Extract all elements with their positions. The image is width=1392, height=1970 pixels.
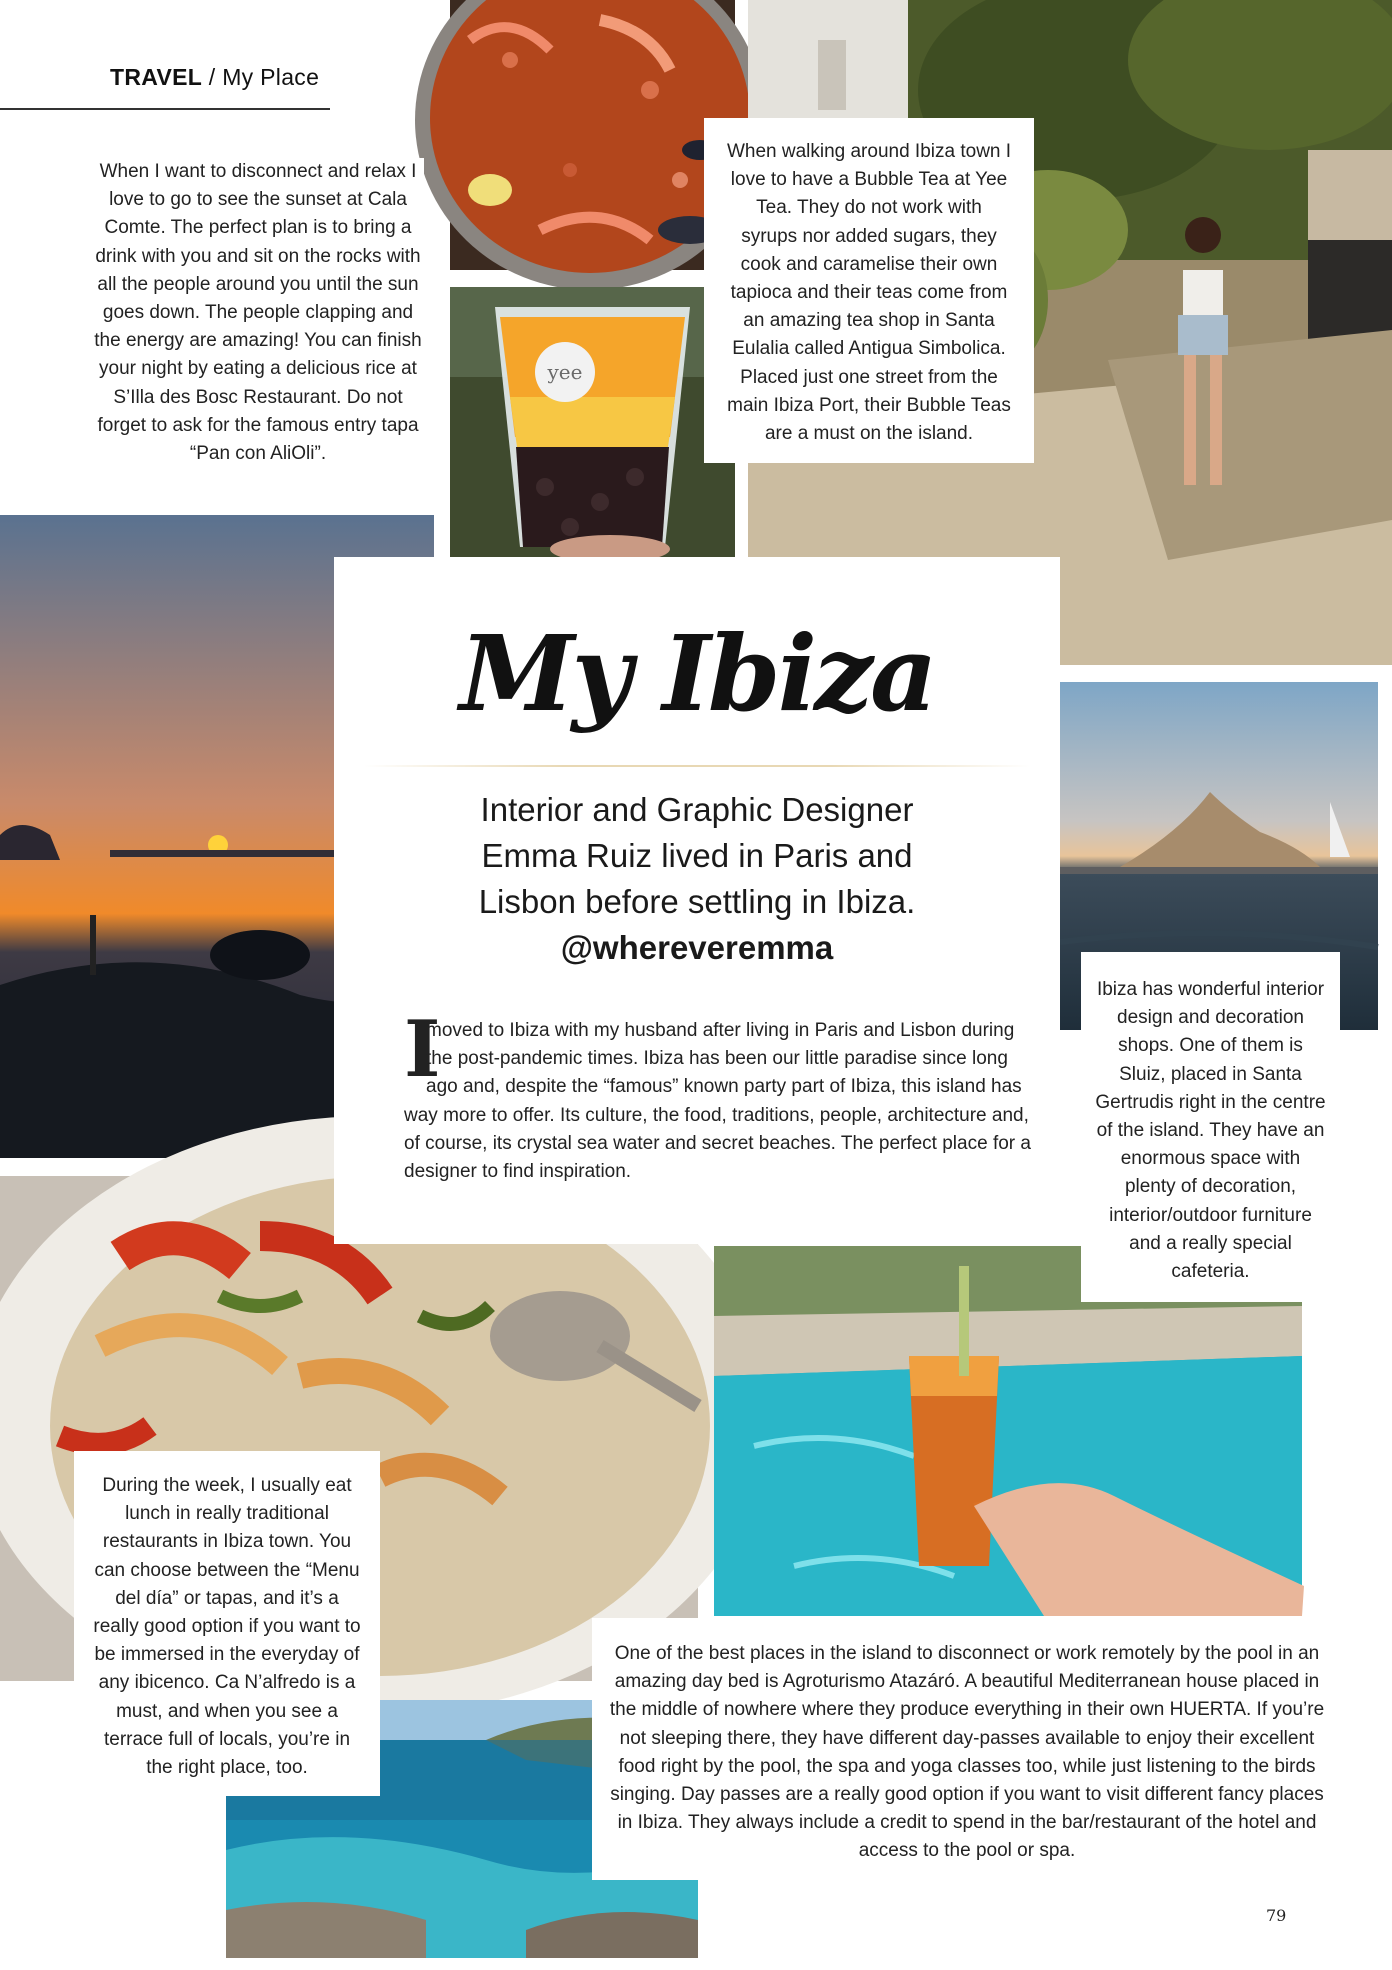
- bubble-tea-text: When walking around Ibiza town I love to have a Bubble Tea at Yee Tea. They do not work with syrups nor added sugars, they cook and caramelise their own tapioca and their teas come from an amazing tea shop in Santa Eulalia called Antigua Simbolica. Placed just one street from the main Ibiza Port, their Bubble Teas are a must on the island.: [726, 141, 1012, 445]
- intro-line-3: Lisbon before settling in Ibiza.: [478, 883, 916, 920]
- main-body-text: moved to Ibiza with my husband after living in Paris and Lisbon during the post-pandemic times. Ibiza has been our little paradise since long ago and, despite the “famous” known party part of Ibiza, this island has way more to offer. Its culture, the food, traditions, people, architecture and, of course, its crystal sea water and secret beaches. The perfect place for a designer to find inspiration.: [404, 1020, 1031, 1183]
- intro-block: [334, 787, 1060, 971]
- main-article-text: [404, 1004, 1036, 1186]
- page-number: 79: [1266, 1906, 1287, 1925]
- paella-photo: [450, 0, 735, 270]
- atazaro-text: One of the best places in the island to disconnect or work remotely by the pool in an amazing day bed is Agroturismo Atazáró. A beautiful Mediterranean house placed in the middle of nowhere where they produce everything in their own HUERTA. If you’re not sleeping there, they have different day-passes available to enjoy their excellent food right by the pool, the spa and yoga classes too, while just listening to the birds singing. Day passes are a really good option if you want to visit different fancy places in Ibiza. They always include a credit to spend in the bar/restaurant of the hotel and access to the pool or spa.: [609, 1643, 1325, 1862]
- sluiz-text: Ibiza has wonderful interior design and decoration shops. One of them is Sluiz, placed in Santa Gertrudis right in the centre of the island. They have an enormous space with plenty of decoration, interior/outdoor furniture and a really special cafeteria.: [1095, 979, 1326, 1283]
- section-separator: /: [208, 64, 216, 90]
- lunch-text: During the week, I usually eat lunch in really traditional restaurants in Ibiza town. You can choose between the “Menu del día” or tapas, and it’s a really good option if you want to be immersed in the everyday of any ibicenco. Ca N’alfredo is a must, and when you see a terrace full of locals, you’re in the right place, too.: [93, 1475, 361, 1779]
- drop-cap: I: [404, 1004, 441, 1095]
- section-label: TRAVEL: [110, 64, 203, 90]
- instagram-handle: @whereveremma: [560, 929, 834, 966]
- sunset-text-box: [92, 158, 424, 468]
- header-rule: [0, 108, 330, 110]
- bubble-tea-photo: [450, 287, 735, 557]
- cup-logo-text: yee: [547, 360, 583, 384]
- sluiz-text-box: [1081, 952, 1340, 1302]
- section-header: [110, 64, 360, 91]
- title-panel: [334, 557, 1060, 1244]
- atazaro-text-box: [592, 1618, 1342, 1880]
- intro-line-2: Emma Ruiz lived in Paris and: [481, 837, 913, 874]
- bubble-tea-text-box: [704, 118, 1034, 463]
- page-title: My Ibiza: [459, 612, 935, 735]
- subsection-label: My Place: [222, 64, 320, 90]
- lunch-text-box: [74, 1451, 380, 1796]
- intro-line-1: Interior and Graphic Designer: [480, 791, 914, 828]
- title-divider: [364, 765, 1030, 767]
- sunset-text: When I want to disconnect and relax I love to go to see the sunset at Cala Comte. The perfect plan is to bring a drink with you and sit on the rocks with all the people around you until the sun goes down. The people clapping and the energy are amazing! You can finish your night by eating a delicious rice at S’Illa des Bosc Restaurant. Do not forget to ask for the famous entry tapa “Pan con AliOli”.: [94, 161, 422, 465]
